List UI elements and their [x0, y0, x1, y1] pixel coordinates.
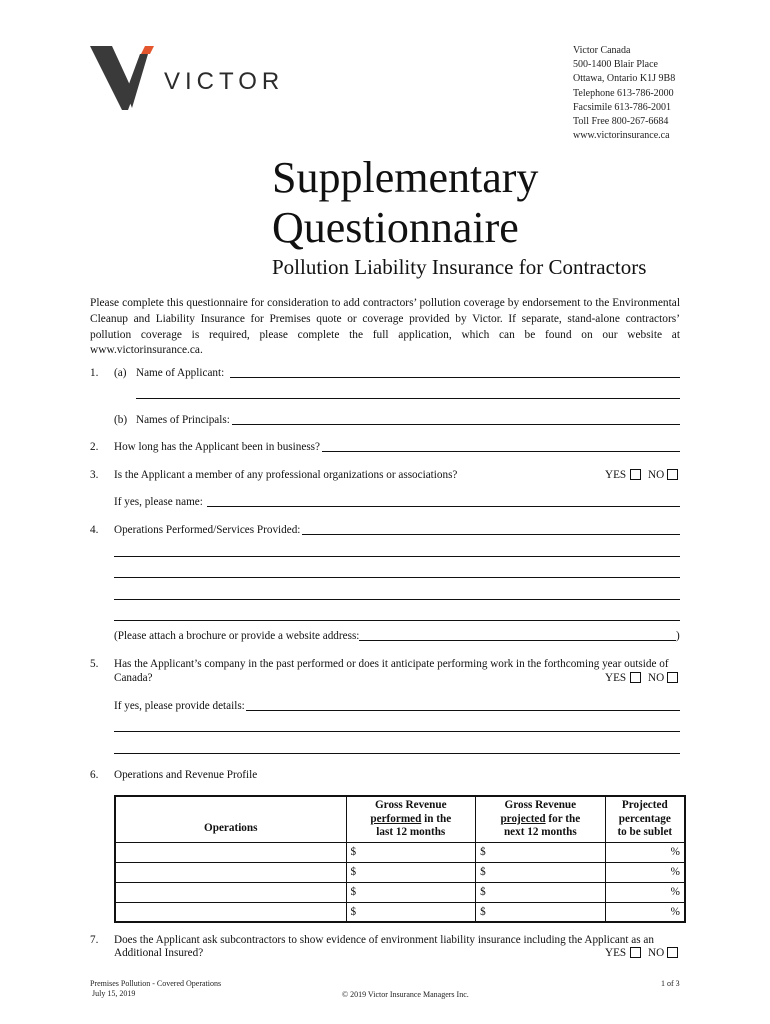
footer-date: July 15, 2019: [92, 989, 136, 998]
principals-names-field[interactable]: [232, 424, 680, 425]
page-title-line-2: Questionnaire: [272, 203, 519, 252]
q5-no-checkbox[interactable]: [667, 672, 678, 683]
revenue-past-cell[interactable]: $: [346, 902, 476, 922]
q3-no-checkbox[interactable]: [667, 469, 678, 480]
revenue-profile-table: [114, 795, 686, 923]
header-word: for the: [545, 812, 581, 825]
col-sublet-header: [605, 796, 685, 842]
revenue-past-cell[interactable]: $: [346, 882, 476, 902]
q2-question: How long has the Applicant been in business?: [114, 441, 321, 453]
q4-question: Operations Performed/Services Provided:: [114, 524, 301, 536]
q3-followup-label: If yes, please name:: [114, 496, 203, 508]
header-line: Gross Revenue: [374, 799, 447, 811]
table-row: [115, 842, 685, 862]
q2-number: 2.: [90, 441, 99, 453]
col-revenue-projected-header: [476, 796, 606, 842]
applicant-name-field[interactable]: [230, 377, 680, 378]
q3-yes-label: YES: [605, 469, 627, 481]
operations-cell[interactable]: [115, 902, 346, 922]
q3-yes-checkbox[interactable]: [630, 469, 641, 480]
q4-attach-close: ): [676, 630, 680, 642]
q7-no-label: NO: [648, 947, 665, 959]
victor-logo-mark: [88, 44, 160, 116]
sublet-percent-cell[interactable]: %: [605, 842, 685, 862]
q5-yes-label: YES: [605, 672, 627, 684]
q7-no-checkbox[interactable]: [667, 947, 678, 958]
q3-no-label: NO: [648, 469, 665, 481]
col-revenue-past-header: [346, 796, 476, 842]
footer-form-name: Premises Pollution - Covered Operations: [90, 979, 222, 988]
applicant-name-field-line-2[interactable]: [136, 398, 680, 399]
address-line: Ottawa, Ontario K1J 9B8: [573, 73, 676, 85]
operations-cell[interactable]: [115, 882, 346, 902]
operations-field[interactable]: [302, 534, 680, 535]
victor-logo-wordmark: VICTOR: [164, 68, 285, 95]
q1b-label: (b): [114, 414, 128, 426]
q3-number: 3.: [90, 469, 99, 481]
q7-number: 7.: [90, 934, 99, 946]
q4-number: 4.: [90, 524, 99, 536]
q5-question-line-2: Canada?: [114, 672, 153, 684]
q5-followup-label: If yes, please provide details:: [114, 700, 245, 712]
sublet-percent-cell[interactable]: %: [605, 862, 685, 882]
outside-canada-details-field[interactable]: [246, 710, 680, 711]
header-word: in the: [421, 812, 452, 825]
operations-field-line-4[interactable]: [114, 599, 680, 600]
address-line: Facsimile 613-786-2001: [573, 101, 672, 113]
operations-field-line-2[interactable]: [114, 556, 680, 557]
q4-attach-note: (Please attach a brochure or provide a website address:: [114, 630, 360, 642]
operations-cell[interactable]: [115, 842, 346, 862]
page-title-line-1: Supplementary: [272, 153, 539, 202]
q6-number: 6.: [90, 769, 99, 781]
sublet-percent-cell[interactable]: %: [605, 902, 685, 922]
q7-question-line-2: Additional Insured?: [114, 947, 204, 959]
q6-question: Operations and Revenue Profile: [114, 769, 258, 781]
q1a-label: (a): [114, 367, 127, 379]
header-line: next 12 months: [503, 826, 577, 838]
revenue-projected-cell[interactable]: $: [476, 862, 606, 882]
footer-copyright: © 2019 Victor Insurance Managers Inc.: [342, 990, 469, 999]
outside-canada-details-line-3[interactable]: [114, 753, 680, 754]
q7-question-line-1: Does the Applicant ask subcontractors to show evidence of environment liability insurance including the Applicant as an: [114, 934, 654, 946]
operations-field-line-5[interactable]: [114, 620, 680, 621]
table-row: [115, 862, 685, 882]
intro-paragraph: Please complete this questionnaire for consideration to add contractors’ pollution coverage by endorsement to the Environmental Cleanup and Liability Insurance for Premises quote or coverage provided by Victor. If separate, stand-alone contractors’ pollution coverage is required, please complete the full application, which can be found on our website at www.victorinsurance.ca.: [90, 297, 680, 357]
page-subtitle: Pollution Liability Insurance for Contractors: [272, 255, 647, 279]
q1a-question: Name of Applicant:: [136, 367, 225, 379]
q5-yes-checkbox[interactable]: [630, 672, 641, 683]
q5-no-label: NO: [648, 672, 665, 684]
header-line: percentage: [618, 812, 671, 825]
col-operations-header: Operations: [115, 796, 346, 842]
footer-page-number: 1 of 3: [661, 979, 680, 988]
q1-number: 1.: [90, 367, 99, 379]
header-line: Gross Revenue: [504, 799, 577, 811]
revenue-past-cell[interactable]: $: [346, 842, 476, 862]
sublet-percent-cell[interactable]: %: [605, 882, 685, 902]
revenue-projected-cell[interactable]: $: [476, 902, 606, 922]
address-line: 500-1400 Blair Place: [573, 59, 658, 71]
address-line: Toll Free 800-267-6684: [573, 116, 669, 128]
organizations-field[interactable]: [207, 506, 680, 507]
header-line: to be sublet: [617, 826, 673, 838]
address-line: Telephone 613-786-2000: [573, 87, 674, 99]
header-line: [349, 813, 474, 827]
company-address: [573, 44, 675, 143]
table-row: [115, 882, 685, 902]
operations-field-line-3[interactable]: [114, 577, 680, 578]
header-line: last 12 months: [376, 826, 446, 838]
q5-question-line-1: Has the Applicant’s company in the past performed or does it anticipate performing work in the forthcoming year outside of: [114, 658, 669, 670]
operations-cell[interactable]: [115, 862, 346, 882]
q3-question: Is the Applicant a member of any professional organizations or associations?: [114, 469, 458, 481]
header-underlined-word: projected: [500, 812, 546, 825]
q7-yes-checkbox[interactable]: [630, 947, 641, 958]
revenue-projected-cell[interactable]: $: [476, 882, 606, 902]
header-underlined-word: performed: [370, 812, 422, 825]
address-line: Victor Canada: [573, 45, 631, 56]
q5-number: 5.: [90, 658, 99, 670]
years-in-business-field[interactable]: [322, 451, 680, 452]
table-row: [115, 902, 685, 922]
q1b-question: Names of Principals:: [136, 414, 230, 426]
revenue-past-cell[interactable]: $: [346, 862, 476, 882]
website-address-field[interactable]: [359, 640, 676, 641]
q7-yes-label: YES: [605, 947, 627, 959]
header-line: Projected: [621, 799, 668, 811]
header-line: [478, 813, 603, 827]
outside-canada-details-line-2[interactable]: [114, 731, 680, 732]
address-line: www.victorinsurance.ca: [573, 130, 670, 142]
revenue-projected-cell[interactable]: $: [476, 842, 606, 862]
